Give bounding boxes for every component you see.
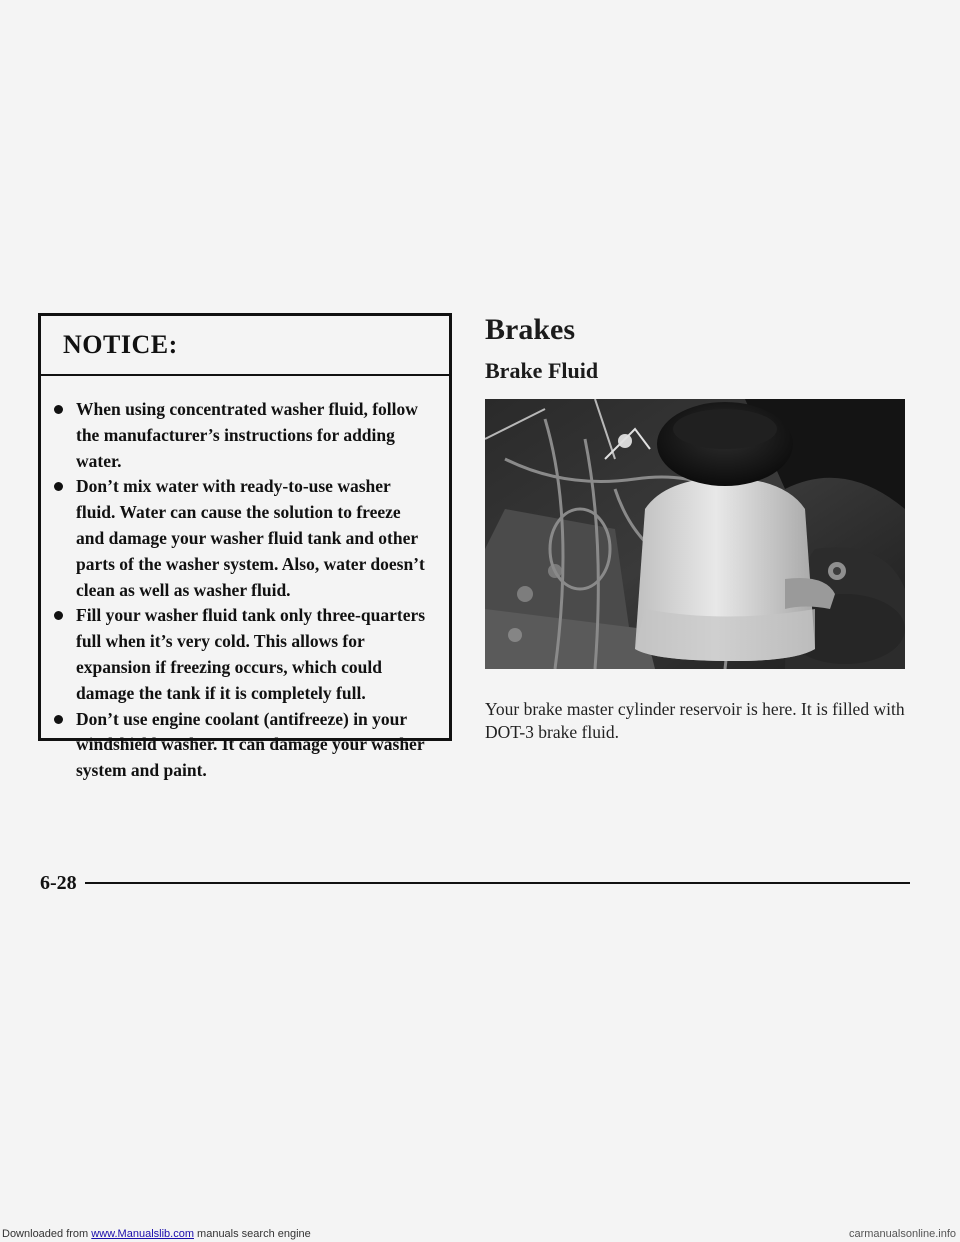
subsection-title: Brake Fluid xyxy=(485,358,599,383)
page-footer xyxy=(40,868,910,898)
bullet-icon xyxy=(54,405,63,414)
notice-item-text: Don’t use engine coolant (antifreeze) in your windshield washer. It can damage your washer system and paint. xyxy=(76,708,425,781)
photo-caption: Your brake master cylinder reservoir is here. It is filled with DOT-3 brake fluid. xyxy=(485,699,905,742)
notice-item xyxy=(41,474,449,603)
footer-rule xyxy=(85,882,910,884)
notice-item xyxy=(41,603,449,706)
section-title: Brakes xyxy=(485,313,575,346)
notice-title: NOTICE: xyxy=(41,316,449,376)
notice-item-text: Don’t mix water with ready-to-use washer fluid. Water can cause the solution to freeze and damage your washer fluid tank and other parts of the washer system. Also, water doesn’t clean as well as washer fluid. xyxy=(76,476,425,600)
bullet-icon xyxy=(54,611,63,620)
page-number: 6-28 xyxy=(40,871,77,894)
download-source xyxy=(2,1227,311,1242)
bullet-icon xyxy=(54,715,63,724)
notice-item-text: Fill your washer fluid tank only three-quarters full when it’s very cold. This allows for expansion if freezing occurs, which could damage the tank if it is completely full. xyxy=(76,605,426,703)
manualslib-link[interactable]: www.Manualslib.com xyxy=(91,1228,194,1240)
banner-suffix: manuals search engine xyxy=(193,1228,311,1240)
notice-item-text: When using concentrated washer fluid, follow the manufacturer’s instructions for adding water. xyxy=(76,399,418,471)
bullet-icon xyxy=(54,482,63,491)
banner-prefix: Downloaded from xyxy=(2,1228,92,1240)
watermark-text: carmanualsonline.info xyxy=(848,1228,956,1240)
notice-box xyxy=(38,313,452,781)
notice-list xyxy=(41,376,449,784)
brake-master-cylinder-photo xyxy=(485,399,905,669)
notice-item xyxy=(41,707,449,784)
notice-item xyxy=(41,397,449,474)
download-banner xyxy=(0,1227,960,1242)
